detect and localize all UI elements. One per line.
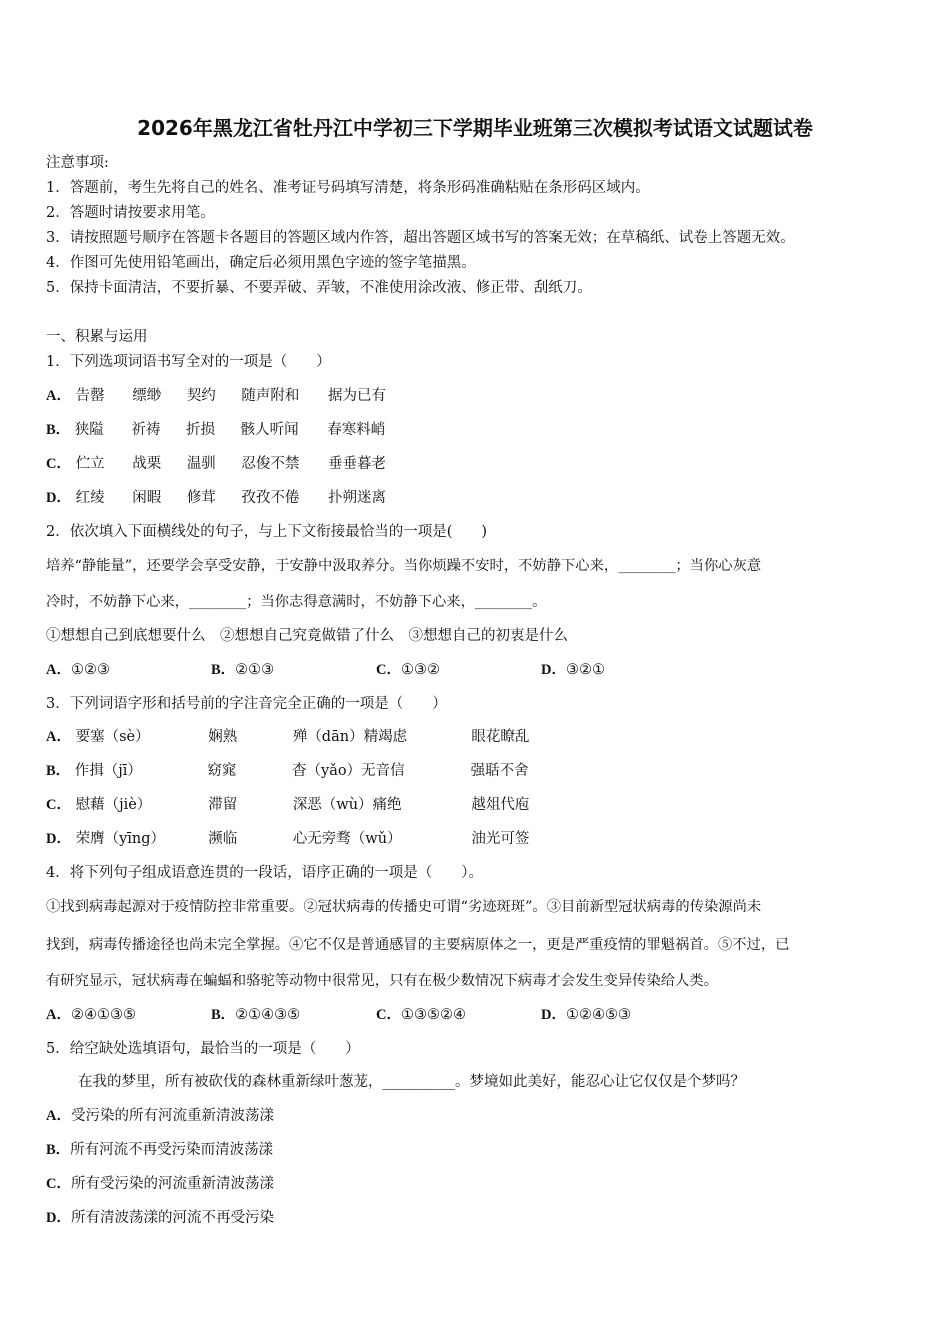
notice-item: 5．保持卡面清洁，不要折暴、不要弄破、弄皱，不准使用涂改液、修正带、刮纸刀。 [46,280,592,296]
q2-choices: ①想想自己到底想要什么 ②想想自己究竟做错了什么 ③想想自己的初衷是什么 [46,628,568,644]
q3-option-c [46,795,529,815]
word: 杳（yǎo）无音信 [292,763,405,779]
option-text: ①③② [400,662,440,678]
word: 心无旁骛（wǔ） [292,831,402,847]
word: 慰藉（jiè） [75,797,152,813]
option-text: ②①③ [235,662,275,678]
option-letter: A． [46,662,71,678]
notice-item: 4．作图可先使用铅笔画出，确定后必须用黑色字迹的签字笔描黑。 [46,255,476,271]
word: 狭隘 [74,422,104,438]
option-text: ①②④⑤③ [565,1007,631,1023]
notice-item: 2．答题时请按要求用笔。 [46,205,215,221]
word: 告罄 [75,388,105,404]
question-4-stem: 4．将下列句子组成语意连贯的一段话，语序正确的一项是（ ）。 [46,865,483,881]
option-text: 所有清波荡漾的河流不再受污染 [70,1210,274,1226]
q1-option-c [46,454,386,474]
option-text: ③②① [565,662,605,678]
option-letter: D． [541,662,566,678]
option-text: ①③⑤②④ [400,1007,466,1023]
option-letter: A． [46,388,71,404]
q1-option-d [46,488,386,508]
word: 红绫 [75,490,105,506]
option-letter: A． [46,729,71,745]
option-letter: C． [46,797,71,813]
word: 强聒不舍 [470,763,529,779]
option-letter: D． [541,1007,566,1023]
option-letter: C． [376,1007,401,1023]
word: 扑朔迷离 [328,490,387,506]
option-b [211,1005,376,1025]
option-letter: D． [46,1210,71,1226]
notice-item: 1．答题前，考生先将自己的姓名、准考证号码填写清楚，将条形码准确粘贴在条形码区域内。 [46,180,650,196]
q4-passage-line: 有研究显示，冠状病毒在蝙蝠和骆驼等动物中很常见，只有在极少数情况下病毒才会发生变异传染给人类。 [46,973,718,989]
option-d [541,660,605,680]
word: 骸人听闻 [240,422,299,438]
word: 伫立 [75,456,105,472]
q5-option-d [46,1208,274,1228]
q4-passage-line: 找到，病毒传播途径也尚未完全掌握。④它不仅是普通感冒的主要病原体之一，更是严重疫情的罪魁祸首。⑤不过，已 [46,937,790,953]
word: 祈祷 [131,422,161,438]
q5-option-b [46,1140,273,1160]
notice-item: 3．请按照题号顺序在答题卡各题目的答题区域内作答，超出答题区域书写的答案无效；在草稿纸、试卷上答题无效。 [46,230,795,246]
option-letter: C． [46,456,71,472]
page-title: 2026年黑龙江省牡丹江中学初三下学期毕业班第三次模拟考试语文试题试卷 [137,116,813,140]
q5-passage: 在我的梦里，所有被砍伐的森林重新绿叶葱茏，__________。梦境如此美好，能忍心让它仅仅是个梦吗？ [78,1074,745,1090]
option-b [211,660,376,680]
word: 忍俊不禁 [241,456,300,472]
word: 滞留 [208,797,238,813]
option-text: 所有河流不再受污染而清波荡漾 [70,1142,274,1158]
option-letter: B． [46,422,71,438]
option-letter: B． [211,662,236,678]
notice-heading: 注意事项: [46,155,109,171]
q3-option-a [46,727,529,747]
option-text: 所有受污染的河流重新清波荡漾 [70,1176,274,1192]
word: 深恶（wù）痛绝 [292,797,402,813]
option-text: ②①④③⑤ [235,1007,301,1023]
q2-passage-line: 培养“静能量”，还要学会享受安静，于安静中汲取养分。当你烦躁不安时，不妨静下心来，________；当你心灰意 [46,558,762,574]
word: 作揖（jī） [74,763,142,779]
word: 眼花瞭乱 [471,729,530,745]
word: 据为已有 [328,388,387,404]
q2-options [46,660,605,680]
word: 要塞（sè） [75,729,150,745]
option-letter: A． [46,1108,71,1124]
question-5-stem: 5．给空缺处选填语句，最恰当的一项是（ ） [46,1041,360,1057]
option-c [376,660,541,680]
q3-option-b [46,761,529,781]
option-text: 受污染的所有河流重新清波荡漾 [70,1108,274,1124]
option-a [46,1005,211,1025]
question-1-stem: 1．下列选项词语书写全对的一项是（ ） [46,354,331,370]
q4-options [46,1005,631,1025]
q5-option-a [46,1106,274,1126]
option-letter: B． [46,1142,71,1158]
option-d [541,1005,631,1025]
option-text: ②④①③⑤ [70,1007,136,1023]
word: 垂垂暮老 [328,456,387,472]
option-letter: A． [46,1007,71,1023]
word: 折损 [186,422,215,438]
word: 缥缈 [132,388,162,404]
word: 濒临 [208,831,238,847]
option-letter: D． [46,490,71,506]
word: 荣膺（yīng） [75,831,166,847]
word: 孜孜不倦 [241,490,300,506]
word: 温驯 [186,456,216,472]
q5-option-c [46,1174,274,1194]
word: 春寒料峭 [327,422,386,438]
word: 战栗 [132,456,162,472]
option-letter: D． [46,831,71,847]
word: 闲暇 [132,490,162,506]
q1-option-a [46,386,386,406]
word: 契约 [186,388,216,404]
option-c [376,1005,541,1025]
word: 越俎代庖 [471,797,530,813]
q1-option-b [46,420,385,440]
option-letter: C． [46,1176,71,1192]
option-letter: B． [46,763,71,779]
word: 随声附和 [241,388,300,404]
q2-passage-line: 冷时，不妨静下心来，________；当你志得意满时，不妨静下心来，________。 [46,594,547,610]
option-letter: B． [211,1007,236,1023]
word: 油光可签 [471,831,530,847]
question-3-stem: 3．下列词语字形和括号前的字注音完全正确的一项是（ ） [46,696,447,712]
q3-option-d [46,829,529,849]
word: 娴熟 [208,729,238,745]
option-text: ①②③ [70,662,110,678]
option-a [46,660,211,680]
word: 殚（dān）精竭虑 [292,729,408,745]
question-2-stem: 2．依次填入下面横线处的句子，与上下文衔接最恰当的一项是( ) [46,524,488,540]
q4-passage-line: ①找到病毒起源对于疫情防控非常重要。②冠状病毒的传播史可谓“劣迹斑斑”。③目前新型冠状病毒的传染源尚未 [46,899,762,915]
word: 修茸 [186,490,216,506]
word: 窈窕 [207,763,237,779]
section-heading: 一、积累与运用 [46,329,148,345]
option-letter: C． [376,662,401,678]
